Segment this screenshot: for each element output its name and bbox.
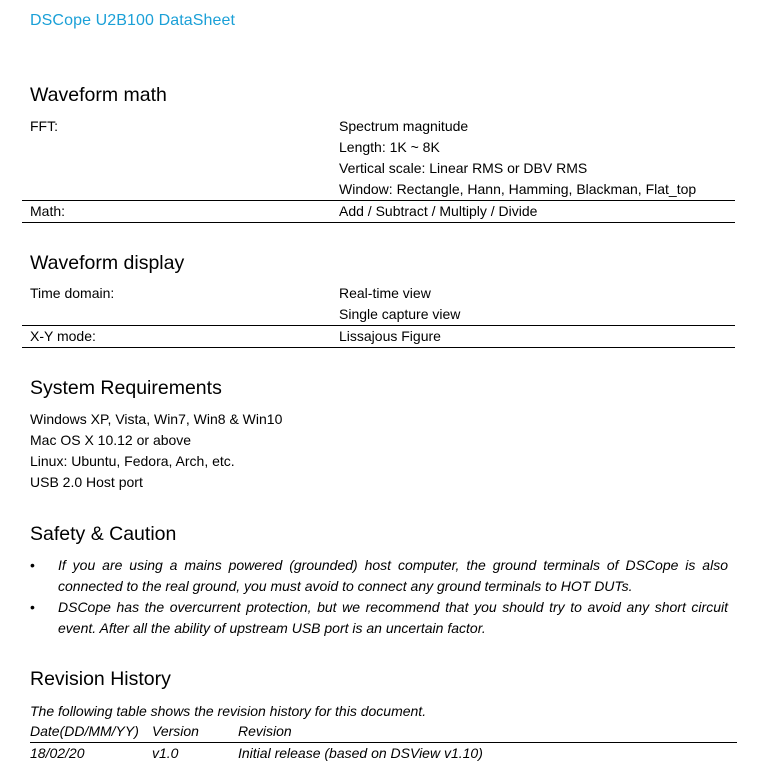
revision-history-intro: The following table shows the revision history for this document. xyxy=(30,703,427,719)
bullet-icon: • xyxy=(30,599,35,615)
list-item xyxy=(30,555,728,597)
spec-value: Lissajous Figure xyxy=(339,328,441,344)
table-cell-date: 18/02/20 xyxy=(30,745,85,761)
document-header-title: DSCope U2B100 DataSheet xyxy=(30,12,236,29)
caution-text: If you are using a mains powered (grounded) host computer, the ground terminals of DSCope is also connected to the real ground, you must avoid to connect any ground terminals to HOT DUTs. xyxy=(58,557,728,594)
section-title-system-requirements: System Requirements xyxy=(30,377,222,399)
column-header-date: Date(DD/MM/YY) xyxy=(30,723,139,739)
list-item: USB 2.0 Host port xyxy=(30,474,143,490)
table-row xyxy=(30,743,737,764)
waveform-display-table xyxy=(22,283,735,348)
caution-text: DSCope has the overcurrent protection, but we recommend that you should try to avoid any short circuit event. After all the ability of upstream USB port is an uncertain factor. xyxy=(58,599,728,636)
spec-values-math xyxy=(339,201,735,222)
list-item: Windows XP, Vista, Win7, Win8 & Win10 xyxy=(30,411,283,427)
table-cell-revision: Initial release (based on DSView v1.10) xyxy=(238,745,483,761)
list-item: Linux: Ubuntu, Fedora, Arch, etc. xyxy=(30,453,235,469)
section-title-safety-caution: Safety & Caution xyxy=(30,523,177,545)
system-requirements-list xyxy=(30,409,282,493)
spec-value: Length: 1K ~ 8K xyxy=(339,139,440,155)
spec-value: Spectrum magnitude xyxy=(339,118,469,134)
spec-label-math: Math: xyxy=(30,203,66,219)
spec-row-math xyxy=(22,200,735,223)
section-title-waveform-math: Waveform math xyxy=(30,84,167,106)
table-cell-version: v1.0 xyxy=(152,745,179,761)
revision-history-table xyxy=(30,721,737,764)
spec-values-fft xyxy=(339,116,735,200)
spec-label-fft: FFT: xyxy=(30,118,58,134)
table-header-row xyxy=(30,721,737,743)
waveform-math-table xyxy=(22,116,735,223)
spec-row-fft xyxy=(22,116,735,200)
section-title-waveform-display: Waveform display xyxy=(30,252,185,274)
spec-value: Single capture view xyxy=(339,306,461,322)
spec-value: Window: Rectangle, Hann, Hamming, Blackman, Flat_top xyxy=(339,181,697,197)
bullet-icon: • xyxy=(30,557,35,573)
spec-value: Real-time view xyxy=(339,285,431,301)
spec-values-xy-mode xyxy=(339,326,735,347)
spec-row-xy-mode xyxy=(22,325,735,348)
list-item: Mac OS X 10.12 or above xyxy=(30,432,192,448)
column-header-version: Version xyxy=(152,723,199,739)
safety-caution-list xyxy=(30,555,728,639)
spec-label-xy-mode: X-Y mode: xyxy=(30,328,96,344)
spec-value: Add / Subtract / Multiply / Divide xyxy=(339,203,538,219)
column-header-revision: Revision xyxy=(238,723,292,739)
spec-values-time-domain xyxy=(339,283,735,325)
section-title-revision-history: Revision History xyxy=(30,668,171,690)
spec-value: Vertical scale: Linear RMS or DBV RMS xyxy=(339,160,588,176)
spec-row-time-domain xyxy=(22,283,735,325)
spec-label-time-domain: Time domain: xyxy=(30,285,115,301)
list-item xyxy=(30,597,728,639)
